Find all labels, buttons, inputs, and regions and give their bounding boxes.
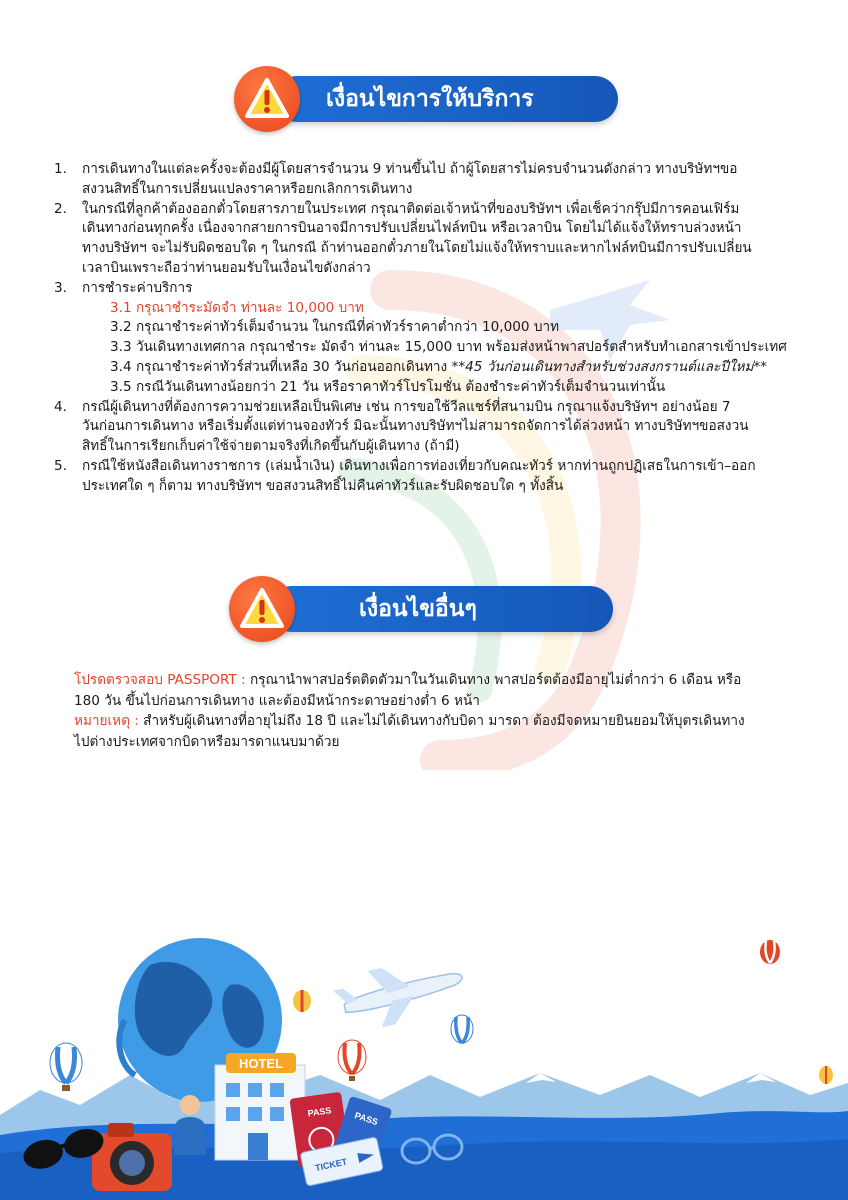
list-item [54, 457, 814, 497]
section-banner-other-conditions [229, 578, 613, 640]
warning-icon [234, 66, 300, 132]
list-item [54, 160, 814, 200]
payment-full: 3.2 กรุณาชำระค่าทัวร์เต็มจำนวน ในกรณีที่ค่าทัวร์ราคาต่ำกว่า 10,000 บาท [110, 319, 560, 336]
list-item [54, 398, 814, 457]
payment-remaining-text: 3.4 กรุณาชำระค่าทัวร์ส่วนที่เหลือ 30 วันก่อนออกเดินทาง [110, 358, 452, 375]
ticket-label: TICKET [314, 1156, 349, 1174]
payment-remaining [82, 358, 814, 378]
item-line: เดินทางก่อนทุกครั้ง เนื่องจากสายการบินอาจมีการปรับเปลี่ยนไฟล์ทบิน หรือเวลาบิน โดยไม่ได้แจ้งให้ทราบล่วงหน้า [82, 220, 742, 237]
warning-icon [229, 576, 295, 642]
payment-deposit: 3.1 กรุณาชำระมัดจำ ท่านละ 10,000 บาท [110, 299, 364, 316]
item-number: 4. [54, 398, 67, 415]
item-line: ในกรณีที่ลูกค้าต้องออกตั๋วโดยสารภายในประเทศ กรุณาติดต่อเจ้าหน้าที่ของบริษัทฯ เพื่อเช็คว่ากรุ๊ปมีการคอนเฟิร์ม [82, 200, 740, 217]
pass-label-2: PASS [353, 1110, 380, 1128]
payment-remaining-note: **45 วันก่อนเดินทางสำหรับช่วงสงกรานต์และปีใหม่** [451, 358, 768, 375]
item-number: 2. [54, 200, 67, 217]
other-conditions [74, 670, 814, 752]
section-title: เงื่อนไขการให้บริการ [326, 86, 534, 112]
item-line: ทางบริษัทฯ จะไม่รับผิดชอบใด ๆ ในกรณี ถ้าท่านออกตั๋วภายในโดยไม่แจ้งให้ทราบและหากไฟล์ทบินมีการปรับเปลี่ยน [82, 240, 752, 257]
passport-line-2: 180 วัน ขึ้นไปก่อนการเดินทาง และต้องมีหน้ากระดาษอย่างต่ำ 6 หน้า [74, 692, 480, 709]
warning-badge [234, 66, 300, 132]
payment-promo: 3.5 กรณีวันเดินทางน้อยกว่า 21 วัน หรือราคาทัวร์โปรโมชั่น ต้องชำระค่าทัวร์เต็มจำนวนเท่านั้น [110, 378, 666, 395]
balloon-icon [819, 1066, 833, 1084]
item-line: ประเทศใด ๆ ก็ตาม ทางบริษัทฯ ขอสงวนสิทธิ์ไม่คืนค่าทัวร์และรับผิดชอบใด ๆ ทั้งสิ้น [82, 477, 564, 494]
note-label: หมายเหตุ : [74, 713, 139, 729]
balloon-icon [451, 1015, 473, 1043]
item-line: สิทธิ์ในการเรียกเก็บค่าใช้จ่ายตามจริงที่เกิดขึ้นกับผู้เดินทาง (ถ้ามี) [82, 438, 460, 455]
balloon-icon [50, 1043, 82, 1091]
note-line [74, 711, 814, 732]
item-number: 3. [54, 279, 67, 296]
warning-badge [229, 576, 295, 642]
item-number: 1. [54, 161, 67, 177]
note-text: สำหรับผู้เดินทางที่อายุไม่ถึง 18 ปี และไม่ได้เดินทางกับบิดา มารดา ต้องมีจดหมายยินยอมให้บุตรเดินทาง [138, 713, 745, 729]
note-line-2: ไปต่างประเทศจากบิดาหรือมารดาแนบมาด้วย [74, 733, 340, 750]
balloon-icon [293, 990, 311, 1012]
list-item [54, 279, 814, 398]
section-title: เงื่อนไขอื่นๆ [359, 596, 477, 622]
passport-line [74, 670, 814, 691]
item-line: เวลาบินเพราะถือว่าท่านยอมรับในเงื่อนไขดังกล่าว [82, 259, 371, 276]
hotel-label: HOTEL [238, 1056, 284, 1071]
item-line: สงวนสิทธิ์ในการเปลี่ยนแปลงราคาหรือยกเลิกการเดินทาง [82, 180, 413, 197]
camera-icon [92, 1123, 172, 1191]
item-line: การเดินทางในแต่ละครั้งจะต้องมีผู้โดยสารจำนวน 9 ท่านขึ้นไป ถ้าผู้โดยสารไม่ครบจำนวนดังกล่าว ทางบริษัทฯขอ [82, 161, 738, 177]
service-conditions-list [54, 160, 814, 497]
passport-label: โปรดตรวจสอบ PASSPORT : [74, 672, 246, 688]
item-line: การชำระค่าบริการ [82, 279, 193, 296]
item-line: วันก่อนการเดินทาง หรือเริ่มตั้งแต่ท่านจองทัวร์ มิฉะนั้นทางบริษัทฯไม่สามารถจัดการได้ล่วงหน้า ทางบริษัทฯขอสงวน [82, 418, 749, 435]
travel-illustration [0, 925, 848, 1200]
payment-festival: 3.3 วันเดินทางเทศกาล กรุณาชำระ มัดจำ ท่านละ 15,000 บาท พร้อมส่งหน้าพาสปอร์ตสำหรับทำเอกสารเข้าประเทศ [110, 339, 787, 356]
item-line: กรณีผู้เดินทางที่ต้องการความช่วยเหลือเป็นพิเศษ เช่น การขอใช้วีลแชร์ที่สนามบิน กรุณาแจ้งบริษัทฯ อย่างน้อย 7 [82, 398, 731, 415]
section-banner-service-conditions [234, 68, 618, 130]
list-item [54, 200, 814, 279]
balloon-icon [338, 1040, 366, 1081]
airplane-icon [331, 952, 469, 1036]
balloon-icon [760, 940, 780, 964]
passport-text: กรุณานำพาสปอร์ตติดตัวมาในวันเดินทาง พาสปอร์ตต้องมีอายุไม่ต่ำกว่า 6 เดือน หรือ [245, 672, 742, 688]
item-line: กรณีใช้หนังสือเดินทางราชการ (เล่มน้ำเงิน) เดินทางเพื่อการท่องเที่ยวกับคณะทัวร์ หากท่านถูกปฏิเสธในการเข้า–ออก [82, 457, 756, 474]
pass-label: PASS [306, 1105, 332, 1119]
item-number: 5. [54, 457, 67, 474]
